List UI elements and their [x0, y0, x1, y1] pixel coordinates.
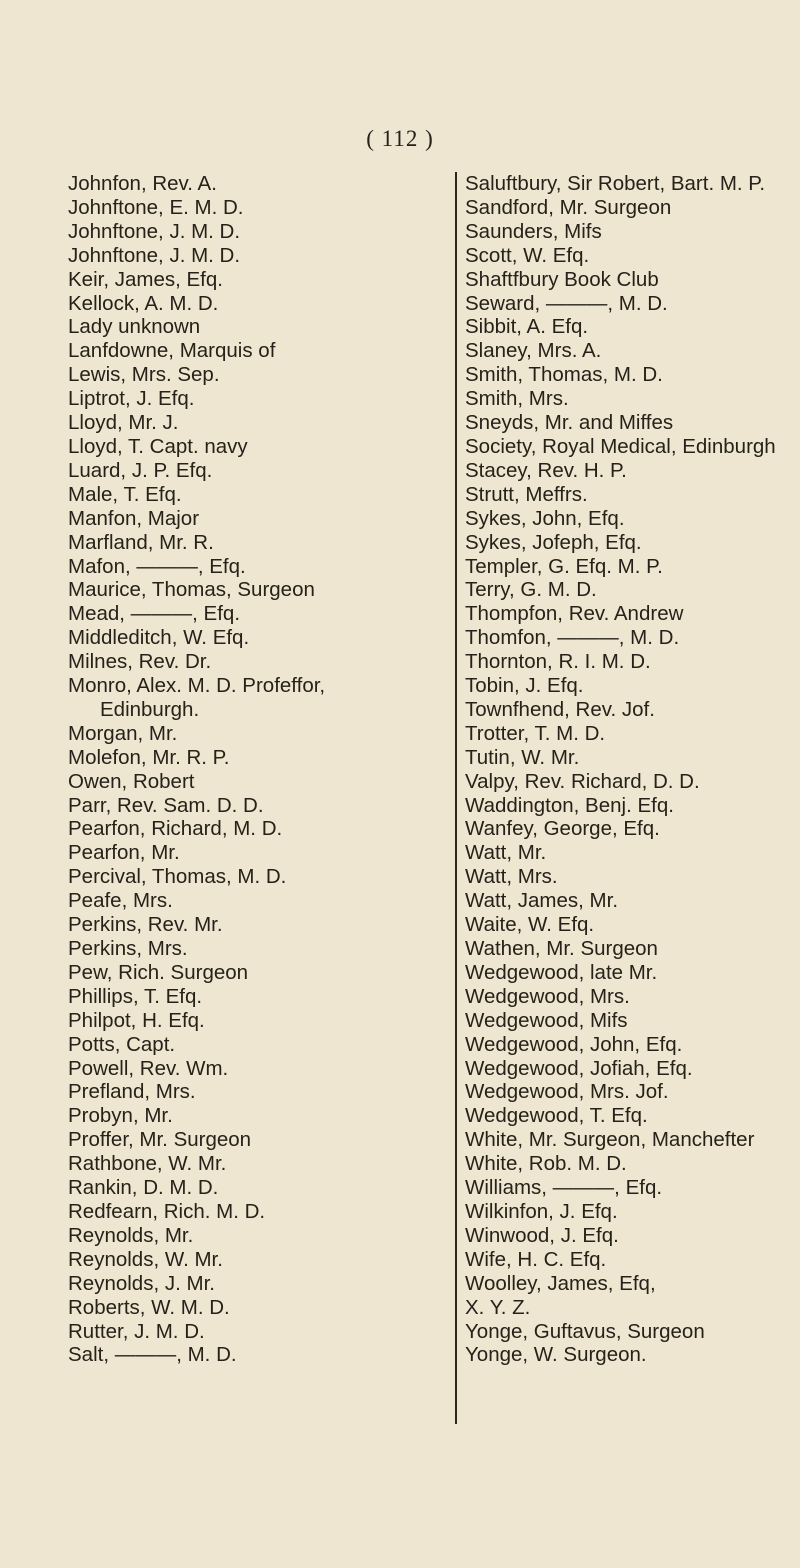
list-entry: Parr, Rev. Sam. D. D.: [68, 793, 264, 817]
list-entry: Kellock, A. M. D.: [68, 291, 219, 315]
list-entry: Monro, Alex. M. D. Profeffor,: [68, 674, 326, 698]
list-entry: Wedgewood, Mrs.: [465, 984, 630, 1008]
list-entry: Percival, Thomas, M. D.: [68, 865, 287, 889]
list-entry: Peafe, Mrs.: [68, 889, 173, 913]
list-entry: Watt, Mr.: [465, 841, 547, 865]
list-entry: Rankin, D. M. D.: [68, 1176, 219, 1200]
list-entry: Johnfon, Rev. A.: [68, 172, 217, 195]
list-entry: Prefland, Mrs.: [68, 1080, 196, 1104]
list-entry: Wedgewood, late Mr.: [465, 960, 658, 984]
list-entry: Yonge, W. Surgeon.: [465, 1343, 647, 1367]
list-entry: Strutt, Meffrs.: [465, 482, 588, 506]
list-entry: Wanfey, George, Efq.: [465, 817, 660, 841]
subscriber-list-right: [465, 172, 790, 1367]
list-entry: Johnftone, J. M. D.: [68, 219, 241, 243]
page-number: ( 112 ): [366, 126, 434, 151]
list-entry: Wedgewood, Jofiah, Efq.: [465, 1056, 693, 1080]
list-entry: Phillips, T. Efq.: [68, 984, 203, 1008]
list-entry: Shaftfbury Book Club: [465, 267, 659, 291]
list-entry: Mead, ———, Efq.: [68, 602, 241, 626]
list-entry: Lloyd, Mr. J.: [68, 411, 179, 435]
list-entry: Wedgewood, John, Efq.: [465, 1032, 683, 1056]
list-entry: Middleditch, W. Efq.: [68, 626, 250, 650]
list-entry: Woolley, James, Efq,: [465, 1271, 656, 1295]
list-entry: Reynolds, W. Mr.: [68, 1247, 223, 1271]
list-entry: Potts, Capt.: [68, 1032, 176, 1056]
list-entry: Powell, Rev. Wm.: [68, 1056, 229, 1080]
list-entry: Waddington, Benj. Efq.: [465, 793, 674, 817]
list-entry: Rutter, J. M. D.: [68, 1319, 205, 1343]
list-entry: Smith, Thomas, M. D.: [465, 363, 663, 387]
list-entry: White, Rob. M. D.: [465, 1152, 627, 1176]
list-entry: Keir, James, Efq.: [68, 267, 223, 291]
list-entry: Milnes, Rev. Dr.: [68, 650, 212, 674]
list-entry: Sykes, Jofeph, Efq.: [465, 530, 642, 554]
list-entry: Wedgewood, T. Efq.: [465, 1104, 648, 1128]
list-entry: Johnftone, J. M. D.: [68, 243, 241, 267]
list-entry: Sneyds, Mr. and Miffes: [465, 411, 674, 435]
list-entry: Owen, Robert: [68, 769, 195, 793]
list-entry: Townfhend, Rev. Jof.: [465, 697, 655, 721]
list-entry: Luard, J. P. Efq.: [68, 458, 213, 482]
subscriber-list-left: [68, 172, 458, 1367]
list-entry: X. Y. Z.: [465, 1295, 531, 1319]
list-entry: Tutin, W. Mr.: [465, 745, 580, 769]
list-entry: White, Mr. Surgeon, Manchefter: [465, 1128, 755, 1152]
list-entry: Wathen, Mr. Surgeon: [465, 937, 658, 960]
list-entry: Templer, G. Efq. M. P.: [465, 554, 663, 578]
list-entry: Pearfon, Mr.: [68, 841, 180, 865]
list-entry: Mafon, ———, Efq.: [68, 554, 246, 578]
list-entry: Johnftone, E. M. D.: [68, 195, 244, 219]
list-entry: Pew, Rich. Surgeon: [68, 960, 249, 984]
list-entry: Molefon, Mr. R. P.: [68, 745, 230, 769]
list-entry: Terry, G. M. D.: [465, 578, 597, 602]
list-entry: Thomfon, ———, M. D.: [465, 626, 680, 650]
list-entry: Watt, James, Mr.: [465, 889, 619, 913]
list-entry: Reynolds, Mr.: [68, 1223, 194, 1247]
list-entry: Redfearn, Rich. M. D.: [68, 1199, 266, 1223]
list-entry: Lloyd, T. Capt. navy: [68, 434, 248, 458]
list-entry: Thornton, R. I. M. D.: [465, 650, 651, 674]
list-entry: Trotter, T. M. D.: [465, 721, 606, 745]
list-entry: Philpot, H. Efq.: [68, 1008, 205, 1032]
list-entry: Yonge, Guftavus, Surgeon: [465, 1319, 705, 1343]
list-entry: Liptrot, J. Efq.: [68, 387, 195, 411]
list-entry: Roberts, W. M. D.: [68, 1295, 230, 1319]
list-entry: Maurice, Thomas, Surgeon: [68, 578, 315, 602]
list-entry: Waite, W. Efq.: [465, 913, 595, 937]
column-divider: [455, 172, 457, 1424]
list-entry: Marfland, Mr. R.: [68, 530, 214, 554]
list-entry: Manfon, Major: [68, 506, 200, 530]
list-entry: Sibbit, A. Efq.: [465, 315, 589, 339]
list-entry: Williams, ———, Efq.: [465, 1176, 663, 1200]
list-entry: Pearfon, Richard, M. D.: [68, 817, 283, 841]
list-entry: Probyn, Mr.: [68, 1104, 173, 1128]
list-entry: Proffer, Mr. Surgeon: [68, 1128, 252, 1152]
list-entry: Male, T. Efq.: [68, 482, 182, 506]
list-entry: Lanfdowne, Marquis of: [68, 339, 276, 363]
list-entry: Lewis, Mrs. Sep.: [68, 363, 220, 387]
list-entry: Stacey, Rev. H. P.: [465, 458, 627, 482]
list-entry: Saluftbury, Sir Robert, Bart. M. P.: [465, 172, 766, 195]
list-entry: Rathbone, W. Mr.: [68, 1152, 227, 1176]
list-entry: Sandford, Mr. Surgeon: [465, 195, 672, 219]
list-entry: Perkins, Mrs.: [68, 937, 188, 960]
list-entry: Salt, ———, M. D.: [68, 1343, 237, 1367]
list-entry: Morgan, Mr.: [68, 721, 178, 745]
list-entry: Valpy, Rev. Richard, D. D.: [465, 769, 700, 793]
list-entry: Scott, W. Efq.: [465, 243, 590, 267]
list-entry: Thompfon, Rev. Andrew: [465, 602, 684, 626]
list-entry: Perkins, Rev. Mr.: [68, 913, 223, 937]
list-entry: Society, Royal Medical, Edinburgh: [465, 434, 776, 458]
list-entry: Slaney, Mrs. A.: [465, 339, 602, 363]
list-entry-continuation: Edinburgh.: [100, 697, 200, 721]
list-entry: Wedgewood, Mrs. Jof.: [465, 1080, 669, 1104]
list-entry: Lady unknown: [68, 315, 201, 339]
list-entry: Tobin, J. Efq.: [465, 674, 584, 698]
list-entry: Saunders, Mifs: [465, 219, 602, 243]
list-entry: Reynolds, J. Mr.: [68, 1271, 215, 1295]
list-entry: Wilkinfon, J. Efq.: [465, 1199, 618, 1223]
list-entry: Sykes, John, Efq.: [465, 506, 625, 530]
list-entry: Smith, Mrs.: [465, 387, 569, 411]
list-entry: Watt, Mrs.: [465, 865, 558, 889]
list-entry: Wife, H. C. Efq.: [465, 1247, 607, 1271]
list-entry: Wedgewood, Mifs: [465, 1008, 628, 1032]
list-entry: Seward, ———, M. D.: [465, 291, 668, 315]
list-entry: Winwood, J. Efq.: [465, 1223, 619, 1247]
